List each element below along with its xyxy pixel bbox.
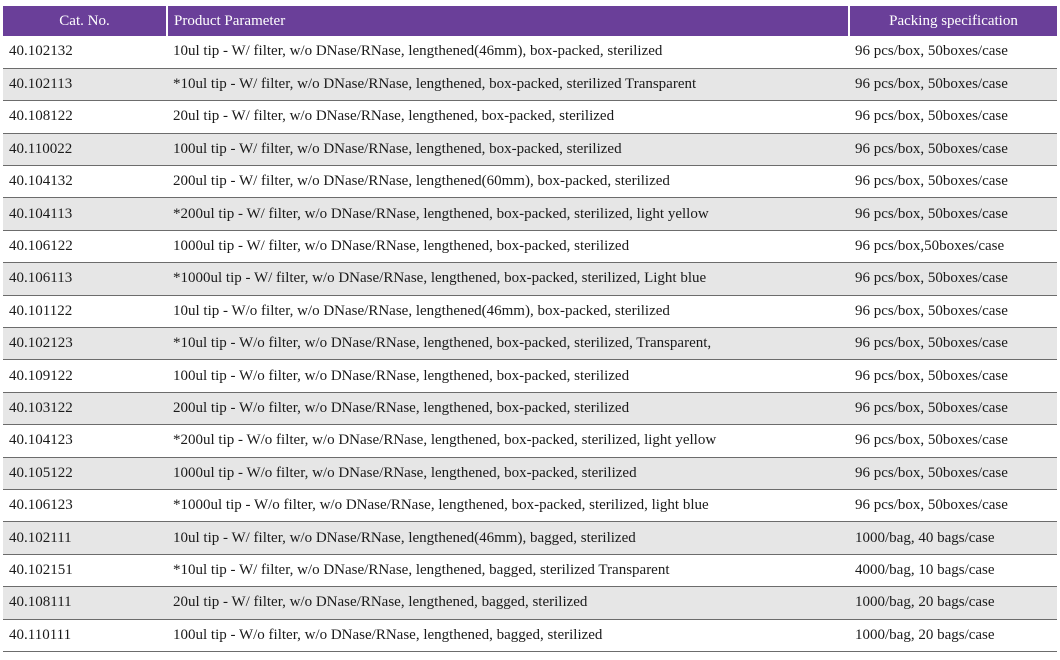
product-parameter-cell: *10ul tip - W/o filter, w/o DNase/RNase, lengthened, box-packed, sterilized, Transparent,: [167, 328, 849, 360]
cat-no-cell: 40.108111: [3, 587, 167, 619]
cat-no-cell: 40.103122: [3, 392, 167, 424]
product-parameter-cell: *10ul tip - W/ filter, w/o DNase/RNase, lengthened, bagged, sterilized Transparent: [167, 554, 849, 586]
table-row: [3, 198, 1057, 230]
cat-no-cell: 40.110022: [3, 133, 167, 165]
header-row: [3, 6, 1057, 36]
cat-no-cell: 40.105122: [3, 457, 167, 489]
packing-specification-cell: 96 pcs/box, 50boxes/case: [849, 295, 1057, 327]
packing-specification-cell: 96 pcs/box, 50boxes/case: [849, 166, 1057, 198]
packing-specification-cell: 96 pcs/box, 50boxes/case: [849, 68, 1057, 100]
table-row: [3, 328, 1057, 360]
cat-no-cell: 40.102123: [3, 328, 167, 360]
table-row: [3, 230, 1057, 262]
product-parameter-cell: *10ul tip - W/ filter, w/o DNase/RNase, lengthened, box-packed, sterilized Transparent: [167, 68, 849, 100]
header-product-parameter: Product Parameter: [167, 6, 849, 36]
cat-no-cell: 40.102151: [3, 554, 167, 586]
product-parameter-cell: *1000ul tip - W/o filter, w/o DNase/RNase, lengthened, box-packed, sterilized, light blue: [167, 489, 849, 521]
table-row: [3, 263, 1057, 295]
product-parameter-cell: 10ul tip - W/ filter, w/o DNase/RNase, lengthened(46mm), box-packed, sterilized: [167, 36, 849, 68]
cat-no-cell: 40.110111: [3, 619, 167, 651]
table-row: [3, 166, 1057, 198]
packing-specification-cell: 1000/bag, 20 bags/case: [849, 587, 1057, 619]
packing-specification-cell: 96 pcs/box, 50boxes/case: [849, 457, 1057, 489]
packing-specification-cell: 96 pcs/box, 50boxes/case: [849, 101, 1057, 133]
product-parameter-cell: 200ul tip - W/o filter, w/o DNase/RNase, lengthened, box-packed, sterilized: [167, 392, 849, 424]
table-row: [3, 392, 1057, 424]
packing-specification-cell: 1000/bag, 20 bags/case: [849, 619, 1057, 651]
cat-no-cell: 40.109122: [3, 360, 167, 392]
product-parameter-cell: 100ul tip - W/o filter, w/o DNase/RNase, lengthened, box-packed, sterilized: [167, 360, 849, 392]
table-row: [3, 36, 1057, 68]
cat-no-cell: 40.106122: [3, 230, 167, 262]
packing-specification-cell: 96 pcs/box, 50boxes/case: [849, 198, 1057, 230]
cat-no-cell: 40.106113: [3, 263, 167, 295]
packing-specification-cell: 96 pcs/box, 50boxes/case: [849, 360, 1057, 392]
table-header: [3, 6, 1057, 36]
packing-specification-cell: 96 pcs/box, 50boxes/case: [849, 133, 1057, 165]
table-row: [3, 360, 1057, 392]
cat-no-cell: 40.101122: [3, 295, 167, 327]
cat-no-cell: 40.102113: [3, 68, 167, 100]
packing-specification-cell: 96 pcs/box, 50boxes/case: [849, 489, 1057, 521]
table-row: [3, 522, 1057, 554]
table-row: [3, 133, 1057, 165]
packing-specification-cell: 96 pcs/box, 50boxes/case: [849, 392, 1057, 424]
table-row: [3, 587, 1057, 619]
table-row: [3, 101, 1057, 133]
table-row: [3, 489, 1057, 521]
packing-specification-cell: 96 pcs/box,50boxes/case: [849, 230, 1057, 262]
product-parameter-cell: 20ul tip - W/ filter, w/o DNase/RNase, lengthened, bagged, sterilized: [167, 587, 849, 619]
cat-no-cell: 40.104113: [3, 198, 167, 230]
packing-specification-cell: 4000/bag, 10 bags/case: [849, 554, 1057, 586]
table-body: [3, 36, 1057, 651]
product-parameter-cell: *200ul tip - W/ filter, w/o DNase/RNase, lengthened, box-packed, sterilized, light yellow: [167, 198, 849, 230]
cat-no-cell: 40.106123: [3, 489, 167, 521]
product-spec-table: [3, 6, 1057, 652]
table-row: [3, 425, 1057, 457]
packing-specification-cell: 1000/bag, 40 bags/case: [849, 522, 1057, 554]
packing-specification-cell: 96 pcs/box, 50boxes/case: [849, 36, 1057, 68]
product-parameter-cell: 20ul tip - W/ filter, w/o DNase/RNase, lengthened, box-packed, sterilized: [167, 101, 849, 133]
table-row: [3, 457, 1057, 489]
cat-no-cell: 40.108122: [3, 101, 167, 133]
product-parameter-cell: *200ul tip - W/o filter, w/o DNase/RNase, lengthened, box-packed, sterilized, light yellow: [167, 425, 849, 457]
product-parameter-cell: 1000ul tip - W/ filter, w/o DNase/RNase, lengthened, box-packed, sterilized: [167, 230, 849, 262]
header-packing-specification: Packing specification: [849, 6, 1057, 36]
table-row: [3, 619, 1057, 651]
product-parameter-cell: 200ul tip - W/ filter, w/o DNase/RNase, lengthened(60mm), box-packed, sterilized: [167, 166, 849, 198]
product-parameter-cell: 100ul tip - W/ filter, w/o DNase/RNase, lengthened, box-packed, sterilized: [167, 133, 849, 165]
cat-no-cell: 40.102132: [3, 36, 167, 68]
packing-specification-cell: 96 pcs/box, 50boxes/case: [849, 328, 1057, 360]
cat-no-cell: 40.104123: [3, 425, 167, 457]
table-row: [3, 68, 1057, 100]
product-parameter-cell: 100ul tip - W/o filter, w/o DNase/RNase, lengthened, bagged, sterilized: [167, 619, 849, 651]
packing-specification-cell: 96 pcs/box, 50boxes/case: [849, 425, 1057, 457]
header-cat-no: Cat. No.: [3, 6, 167, 36]
packing-specification-cell: 96 pcs/box, 50boxes/case: [849, 263, 1057, 295]
table-row: [3, 554, 1057, 586]
cat-no-cell: 40.102111: [3, 522, 167, 554]
product-parameter-cell: 10ul tip - W/o filter, w/o DNase/RNase, lengthened(46mm), box-packed, sterilized: [167, 295, 849, 327]
table-row: [3, 295, 1057, 327]
cat-no-cell: 40.104132: [3, 166, 167, 198]
product-parameter-cell: 1000ul tip - W/o filter, w/o DNase/RNase, lengthened, box-packed, sterilized: [167, 457, 849, 489]
product-parameter-cell: *1000ul tip - W/ filter, w/o DNase/RNase, lengthened, box-packed, sterilized, Light blue: [167, 263, 849, 295]
product-parameter-cell: 10ul tip - W/ filter, w/o DNase/RNase, lengthened(46mm), bagged, sterilized: [167, 522, 849, 554]
